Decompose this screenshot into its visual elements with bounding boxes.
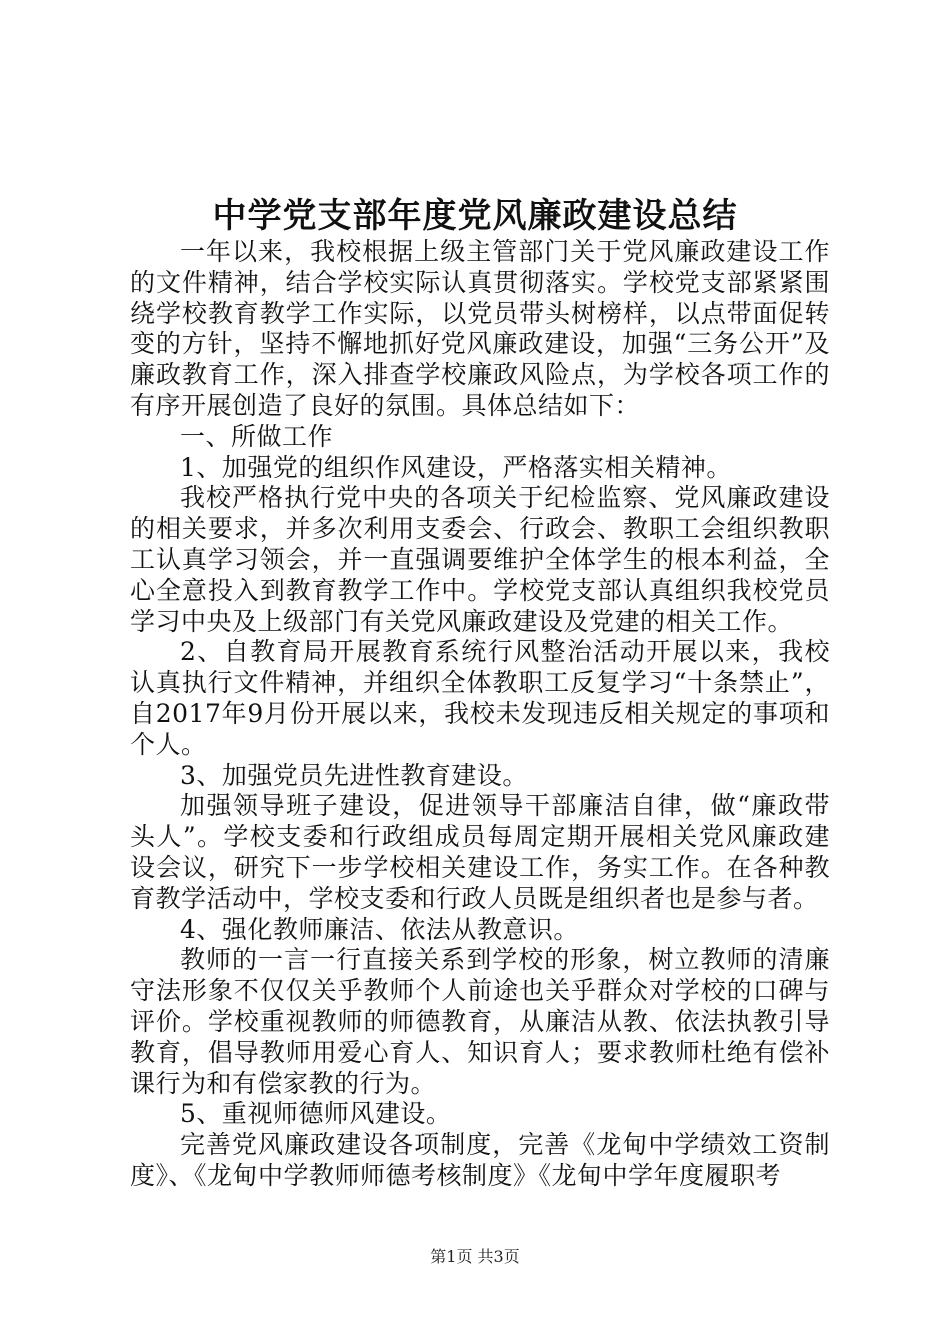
section-heading-work-done: 一、所做工作 [180, 421, 334, 451]
item-heading-1: 1、加强党的组织作风建设，严格落实相关精神。 [180, 452, 732, 482]
paragraph-intro: 一年以来，我校根据上级主管部门关于党风廉政建设工作的文件精神，结合学校实际认真贯彻落实。学校党支部紧紧围绕学校教育教学工作实际，以党员带头树榜样，以点带面促转变的方针，坚持不懈地抓好党风廉政建设，加强“三务公开”及廉政教育工作，深入排查学校廉政风险点，为学校各项工作的有序开展创造了良好的氛围。具体总结如下： [130, 237, 830, 420]
paragraph-item-5: 完善党风廉政建设各项制度，完善《龙甸中学绩效工资制度》、《龙甸中学教师师德考核制度》《龙甸中学年度履职考 [130, 1130, 830, 1190]
item-heading-5: 5、重视师德师风建设。 [180, 1099, 452, 1129]
paragraph-item-1: 我校严格执行党中央的各项关于纪检监察、党风廉政建设的相关要求，并多次利用支委会、行政会、教职工会组织教职工认真学习领会，并一直强调要维护全体学生的根本利益，全心全意投入到教育教学工作中。学校党支部认真组织我校党员学习中央及上级部门有关党风廉政建设及党建的相关工作。 [130, 483, 830, 636]
paragraph-item-4: 教师的一言一行直接关系到学校的形象，树立教师的清廉守法形象不仅仅关乎教师个人前途也关乎群众对学校的口碑与评价。学校重视教师的师德教育，从廉洁从教、依法执教引导教育，倡导教师用爱心育人、知识育人；要求教师杜绝有偿补课行为和有偿家教的行为。 [130, 945, 830, 1098]
page-number-footer: 第1页 共3页 [430, 1247, 520, 1266]
document-title: 中学党支部年度党风廉政建设总结 [212, 196, 738, 236]
paragraph-item-3: 加强领导班子建设，促进领导干部廉洁自律，做“廉政带头人”。学校支委和行政组成员每周定期开展相关党风廉政建设会议，研究下一步学校相关建设工作，务实工作。在各种教育教学活动中，学校支委和行政人员既是组织者也是参与者。 [130, 791, 830, 913]
item-heading-3: 3、加强党员先进性教育建设。 [180, 760, 528, 790]
item-heading-4: 4、强化教师廉洁、依法从教意识。 [180, 914, 579, 944]
document-body [130, 237, 830, 1192]
paragraph-item-2: 2、自教育局开展教育系统行风整治活动开展以来，我校认真执行文件精神，并组织全体教职工反复学习“十条禁止”，自2017年9月份开展以来，我校未发现违反相关规定的事项和个人。 [130, 637, 830, 759]
